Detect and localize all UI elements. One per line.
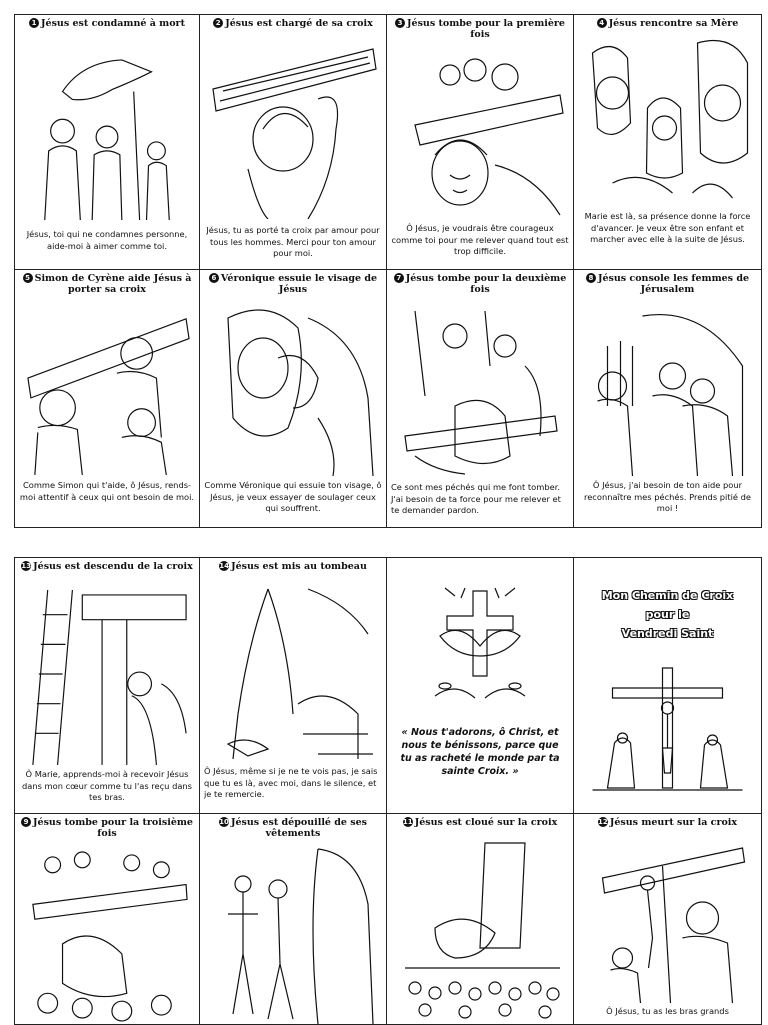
illustration-third-fall (23, 844, 191, 1024)
illustration-meets-mother (582, 33, 753, 205)
illustration-descent-from-cross (23, 584, 191, 766)
station-title: 12 Jésus meurt sur la croix (598, 817, 738, 828)
station-title: 8 Jésus console les femmes de Jérusalem (574, 270, 761, 295)
station-card (200, 558, 387, 814)
station-number: 6 (209, 273, 219, 283)
illustration-entombment (208, 584, 378, 759)
station-title: 10 Jésus est dépouillé de ses vêtements (219, 817, 368, 839)
prayer-quote: « Nous t'adorons, ô Christ, et nous te bénissons, parce que tu as racheté le monde par ta sainte Croix. » (400, 727, 560, 777)
station-caption: Ô Marie, apprends-moi à recevoir Jésus dans mon cœur comme tu l'as reçu dans tes bras. (21, 769, 193, 802)
station-number: 3 (395, 18, 405, 28)
station-card (15, 270, 200, 527)
station-card (574, 814, 761, 1024)
station-number: 1 (29, 18, 39, 28)
station-number: 2 (213, 18, 223, 28)
station-title: 14 Jésus est mis au tombeau (219, 561, 367, 572)
station-number: 14 (219, 562, 229, 570)
illustration-first-fall (395, 55, 565, 218)
illustration-carrying-cross (208, 39, 378, 219)
station-card (200, 15, 387, 270)
station-card (387, 814, 574, 1024)
illustration-nailed (395, 838, 565, 1023)
station-card (574, 15, 761, 270)
station-caption: Comme Véronique qui essuie ton visage, ô Jésus, je veux essayer de soulager ceux qui souffrent. (204, 480, 382, 513)
station-caption: Jésus, tu as porté ta croix par amour pour tous les hommes. Merci pour ton amour pour moi. (206, 225, 380, 258)
station-title: 3 Jésus tombe pour la première fois (387, 15, 573, 40)
station-card (574, 270, 761, 527)
station-number: 4 (597, 18, 607, 28)
station-title: 6 Véronique essuie le visage de Jésus (200, 270, 386, 295)
top-sheet (14, 14, 762, 528)
illustration-condemnation (23, 51, 191, 226)
station-number: 5 (23, 273, 33, 283)
cover-card (574, 558, 761, 814)
station-title: 4 Jésus rencontre sa Mère (574, 15, 761, 29)
station-number: 11 (402, 818, 413, 826)
illustration-stripped (208, 844, 378, 1024)
station-number: 8 (586, 273, 596, 283)
station-title: 13 Jésus est descendu de la croix (21, 561, 193, 572)
cross-dove-icon (395, 586, 565, 711)
illustration-women-jerusalem (582, 306, 753, 476)
station-caption: Comme Simon qui t'aide, ô Jésus, rends-moi attentif à ceux qui ont besoin de moi. (19, 480, 195, 502)
station-caption: Ce sont mes péchés qui me font tomber. J'ai besoin de ta force pour me relever et te demander pardon. (391, 482, 561, 515)
station-title: 1 Jésus est condamné à mort (15, 15, 199, 29)
station-card (387, 15, 574, 270)
station-card (387, 270, 574, 527)
station-number: 12 (598, 818, 608, 826)
station-card (200, 270, 387, 527)
illustration-death-on-cross (582, 838, 753, 1003)
book-title: Mon Chemin de Croix pour le Vendredi Saint (601, 589, 734, 640)
station-title: 5 Simon de Cyrène aide Jésus à porter sa croix (15, 270, 199, 295)
bottom-sheet (14, 557, 762, 1025)
station-number: 7 (394, 273, 404, 283)
illustration-simon-helps (23, 298, 191, 476)
station-caption: Ô Jésus, tu as les bras grands (606, 1006, 729, 1016)
station-caption: Ô Jésus, même si je ne te vois pas, je sais que tu es là, avec moi, dans le silence, et je te remercie. (204, 766, 378, 799)
station-caption: Jésus, toi qui ne condamnes personne, aide-moi à aimer comme toi. (26, 229, 188, 251)
station-title: 11 Jésus est cloué sur la croix (402, 817, 558, 828)
station-card (200, 814, 387, 1024)
station-card (15, 558, 200, 814)
station-caption: Marie est là, sa présence donne la force d'avancer. Je veux être son enfant et marcher avec elle à la suite de Jésus. (584, 211, 751, 244)
station-caption: Ô Jésus, je voudrais être courageux comme toi pour me relever quand tout est trop difficile. (391, 223, 569, 256)
station-title: 7 Jésus tombe pour la deuxième fois (387, 270, 573, 295)
crucifixion-icon (582, 663, 753, 793)
station-number: 10 (219, 818, 229, 826)
station-number: 9 (21, 817, 31, 827)
station-card (15, 814, 200, 1024)
station-caption: Ô Jésus, j'ai besoin de ton aide pour reconnaître mes péchés. Prends pitié de moi ! (583, 480, 752, 513)
station-card (15, 15, 200, 270)
illustration-veronica (208, 298, 378, 478)
prayer-card (387, 558, 574, 814)
station-number: 13 (21, 562, 32, 570)
station-title: 9 Jésus tombe pour la troisième fois (15, 814, 199, 839)
illustration-second-fall (395, 306, 565, 478)
station-title: 2 Jésus est chargé de sa croix (200, 15, 386, 29)
